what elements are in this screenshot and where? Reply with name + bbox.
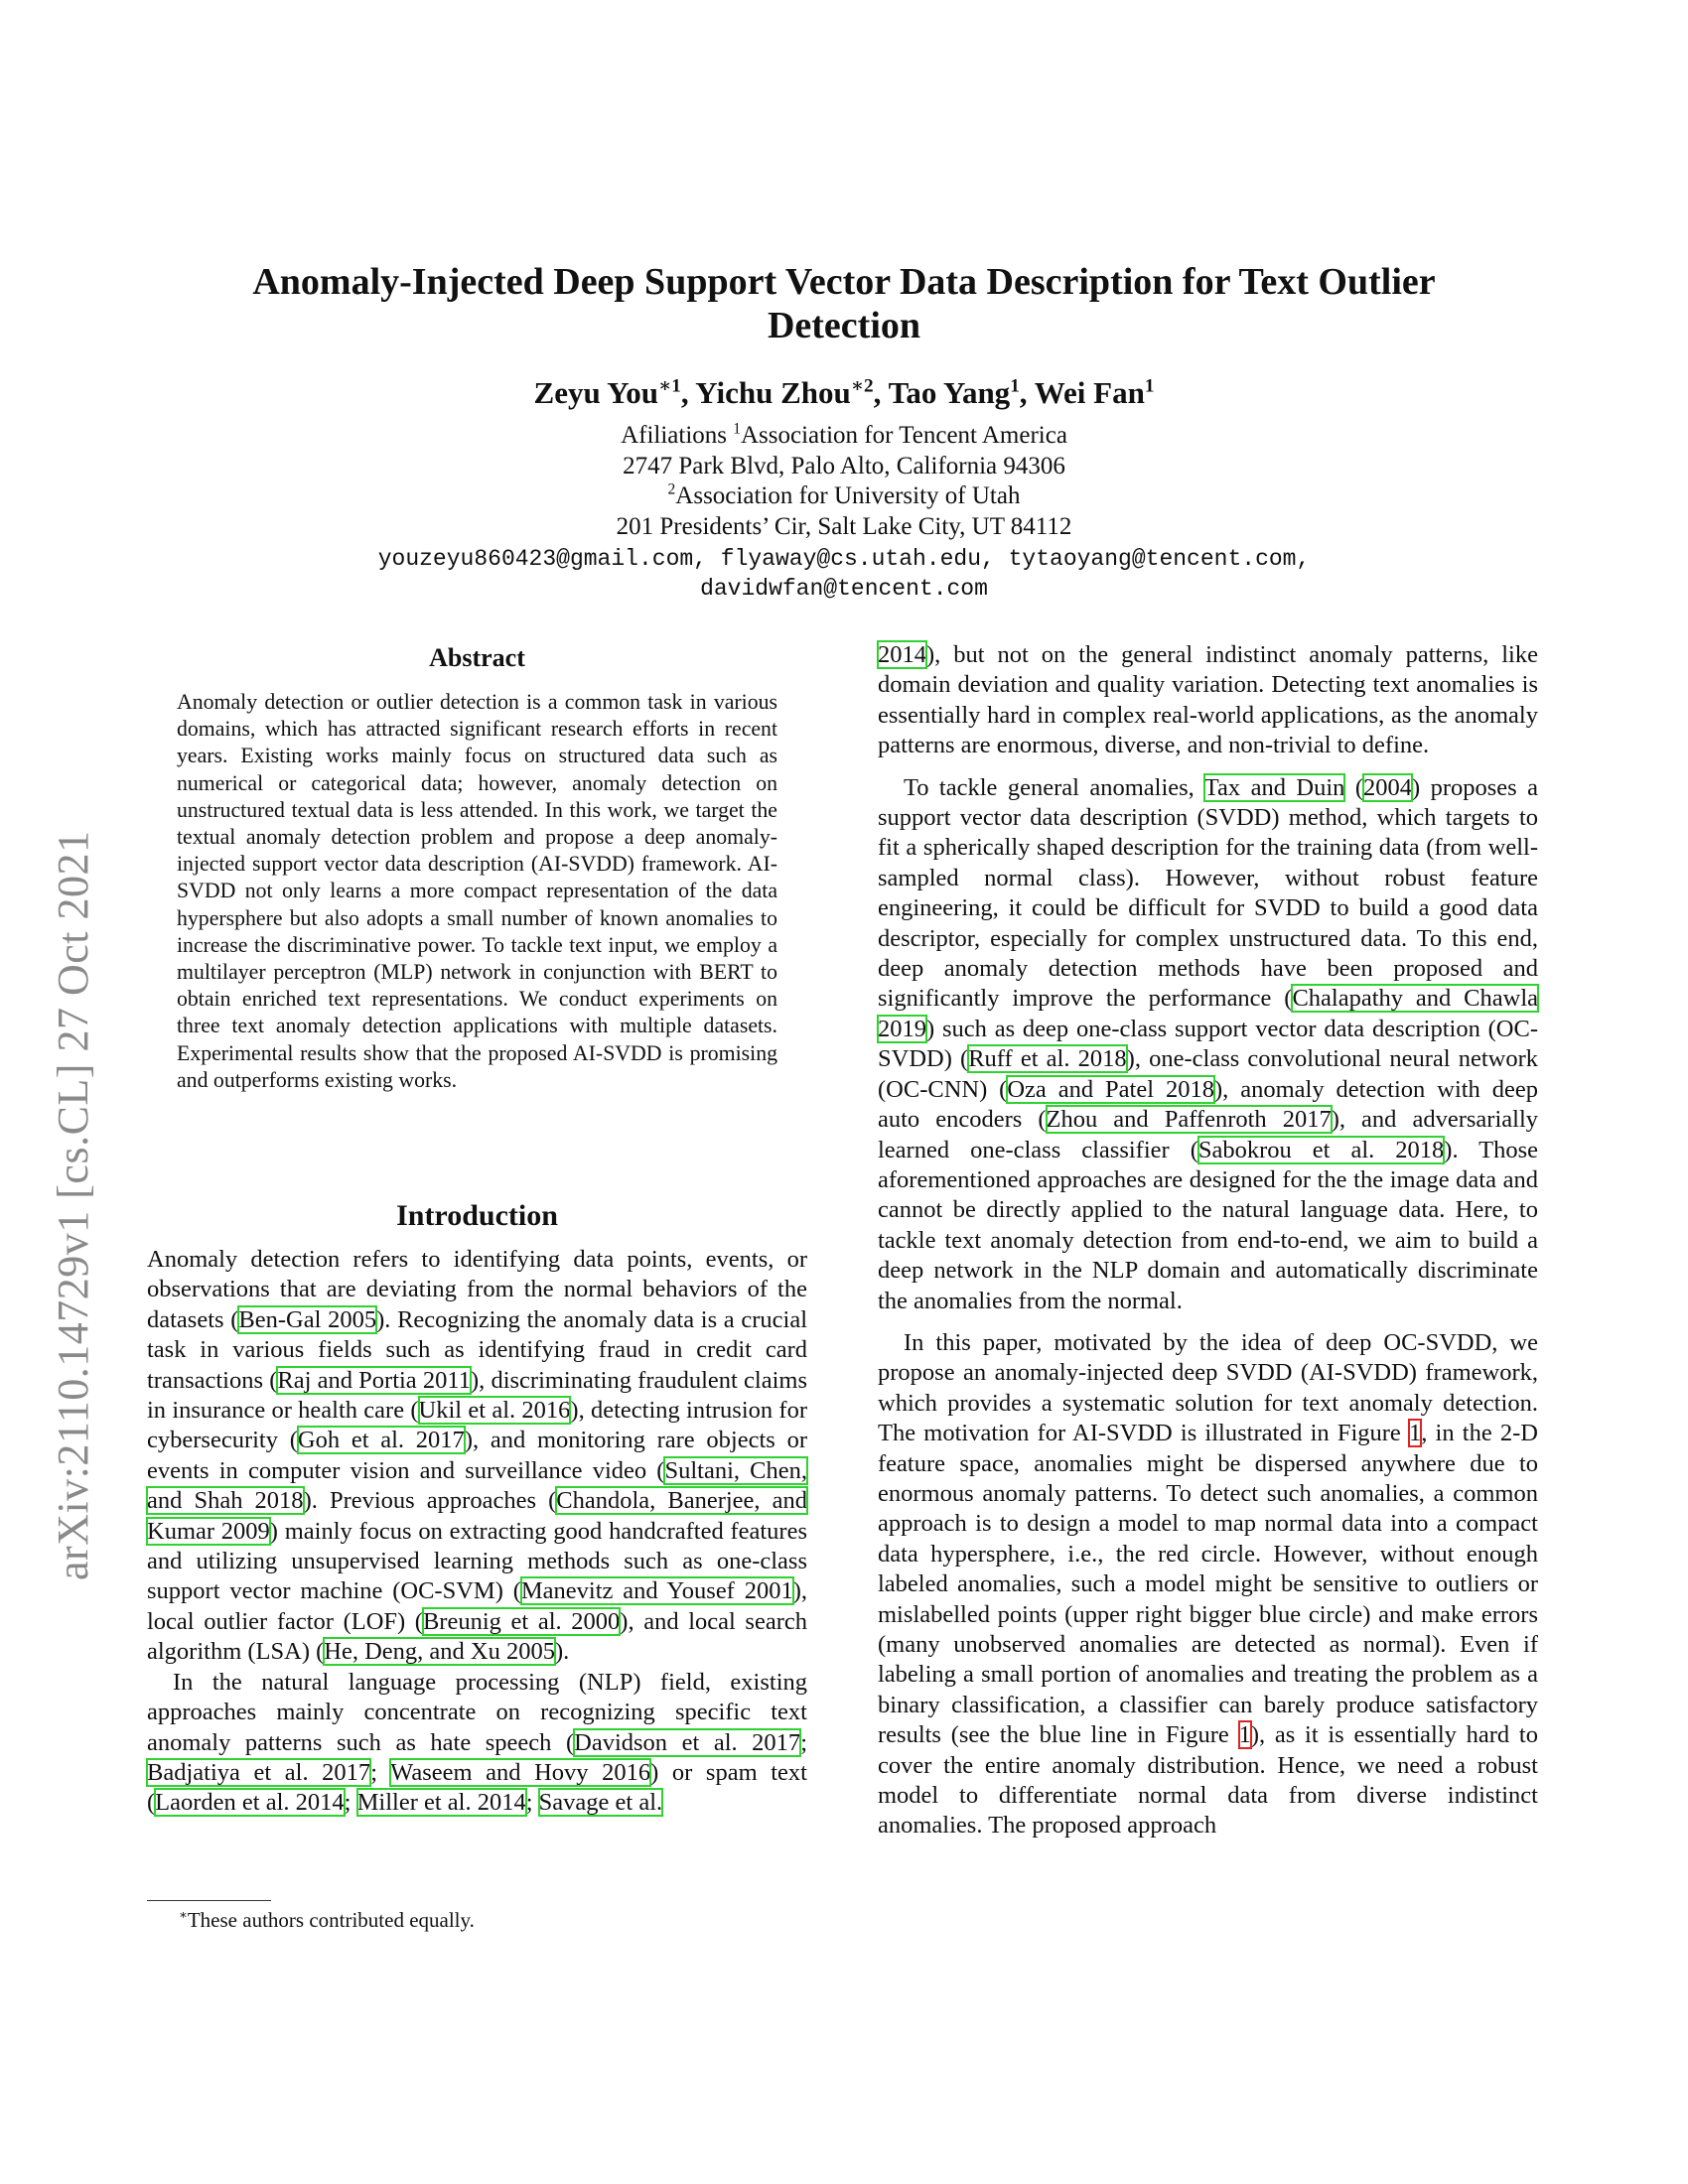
citation-raj-portia[interactable]: Raj and Portia 2011	[277, 1366, 471, 1394]
author-3: Tao Yang	[888, 375, 1011, 410]
intro-paragraph-2	[147, 1668, 807, 1819]
author-1: Zeyu You	[533, 375, 658, 410]
citation-oza-patel[interactable]: Oza and Patel 2018	[1007, 1075, 1214, 1103]
footnote-text: These authors contributed equally.	[187, 1908, 475, 1932]
right-column-text	[878, 640, 1538, 1842]
left-column-text	[147, 1245, 807, 1819]
citation-waseem[interactable]: Waseem and Hovy 2016	[390, 1758, 651, 1786]
text-run: ), one-class convolutional neural network (OC-CNN) (	[878, 1045, 1538, 1103]
citation-laorden[interactable]: Laorden et al. 2014	[155, 1789, 345, 1817]
citation-miller[interactable]: Miller et al. 2014	[356, 1789, 526, 1817]
affil-line-2: 2747 Park Blvd, Palo Alto, California 94306	[623, 452, 1065, 479]
text-run: ) proposes a support vector data description (SVDD) method, which targets to fit a spherically shaped description for the training data (from well-sampled normal class). However, without robust feature engineering, it could be difficult for SVDD to build a good data descriptor, especially for complex unstructured data. To this end, deep anomaly detection methods have been proposed and significantly improve the performance (	[878, 773, 1538, 1013]
citation-chalapathy[interactable]: Chalapathy and Chawla 2019	[878, 985, 1538, 1042]
abstract-body: Anomaly detection or outlier detection is a common task in various domains, which has attracted significant research efforts in recent years. Existing works mainly focus on structured data such as numerical or categorical data; however, anomaly detection on unstructured textual data is less attended. In this work, we target the textual anomaly detection problem and propose a deep anomaly-injected support vector data description (AI-SVDD) framework. AI-SVDD not only learns a more compact representation of the data hypersphere but also adopts a small number of known anomalies to increase the discriminative power. To tackle text input, we employ a multilayer perceptron (MLP) network in conjunction with BERT to obtain enriched text representations. We conduct experiments on three text anomaly detection applications with multiple datasets. Experimental results show that the proposed AI-SVDD is promising and outperforms existing works.	[177, 690, 777, 1092]
text-run: In this paper, motivated by the idea of deep OC-SVDD, we propose an anomaly-injected deep SVDD (AI-SVDD) framework, which provides a systematic solution for text anomaly detection. The motivation for AI-SVDD is illustrated in Figure	[878, 1328, 1538, 1447]
affil-mark-1: 1	[733, 420, 741, 438]
title-line-1: Anomaly-Injected Deep Support Vector Data Description for Text Outlier	[252, 261, 1436, 303]
affil-line-4: 201 Presidents’ Cir, Salt Lake City, UT 84112	[616, 512, 1072, 540]
citation-manevitz[interactable]: Manevitz and Yousef 2001	[520, 1577, 793, 1605]
citation-tax-duin-year[interactable]: 2004	[1363, 773, 1412, 801]
text-run: ;	[344, 1789, 357, 1817]
text-run: Anomaly detection refers to identifying data points, events, or observations that are deviating from the normal behaviors of the datasets (	[147, 1246, 807, 1333]
author-4-mark: 1	[1144, 375, 1155, 397]
text-run: ). Those aforementioned approaches are designed for the the image data and cannot be directly applied to the natural language data. Here, to tackle text anomaly detection from end-to-end, we aim to build a deep network in the NLP domain and automatically discriminate the anomalies from the normal.	[878, 1136, 1539, 1314]
affil-line-3: Association for University of Utah	[675, 482, 1021, 509]
text-run: ;	[525, 1789, 539, 1817]
author-2-mark: ∗2	[850, 375, 874, 397]
citation-davidson[interactable]: Davidson et al. 2017	[574, 1728, 801, 1756]
footnote-rule	[147, 1900, 271, 1901]
figure-ref-1[interactable]: 1	[1408, 1420, 1422, 1447]
citation-ukil[interactable]: Ukil et al. 2016	[418, 1397, 571, 1425]
text-run: (	[1344, 773, 1363, 801]
title-line-2: Detection	[767, 305, 921, 346]
text-run: ) such as deep one-class support vector data description (OC-SVDD) (	[878, 1015, 1538, 1073]
text-run: ) or spam text (	[147, 1758, 807, 1817]
footnote	[179, 1908, 475, 1933]
citation-tax-duin[interactable]: Tax and Duin	[1203, 773, 1345, 801]
author-emails	[199, 544, 1489, 604]
text-run: ;	[370, 1758, 391, 1786]
affil-prefix: Afiliations	[621, 422, 734, 449]
figure-ref-1-second[interactable]: 1	[1238, 1721, 1251, 1749]
citation-badjatiya[interactable]: Badjatiya et al. 2017	[147, 1758, 371, 1786]
intro-paragraph-3	[878, 773, 1538, 1316]
affiliations	[199, 421, 1489, 542]
text-run: ). Recognizing the anomaly data is a crucial task in various fields such as identifying fraud in credit card transactions (	[147, 1305, 808, 1394]
author-3-mark: 1	[1010, 375, 1020, 397]
emails-line-1: youzeyu860423@gmail.com, flyaway@cs.utah.edu, tytaoyang@tencent.com,	[377, 546, 1311, 572]
text-run: ) mainly focus on extracting good handcrafted features and utilizing unsupervised learning methods such as one-class support vector machine (OC-SVM) (	[147, 1517, 807, 1605]
citation-savage-year[interactable]: 2014	[878, 641, 926, 668]
author-list: Zeyu You$^{∗1}$, Yichu Zhou$^{∗2}$, Tao Yang$^1$, Wei Fan$^1$	[533, 375, 1155, 410]
text-run: ), anomaly detection with deep auto encoders (	[878, 1075, 1538, 1134]
text-run: ). Previous approaches (	[303, 1487, 557, 1515]
footnote-mark: ∗	[179, 1907, 188, 1922]
text-run: In the natural language processing (NLP) field, existing approaches mainly concentrate on recognizing specific text anomaly patterns such as hate speech (	[147, 1668, 807, 1756]
affil-mark-2: 2	[667, 480, 676, 498]
citation-savage[interactable]: Savage et al.	[538, 1789, 663, 1817]
intro-paragraph-1	[147, 1245, 807, 1668]
citation-ben-gal[interactable]: Ben-Gal 2005	[238, 1305, 377, 1333]
arxiv-identifier: arXiv:2110.14729v1 [cs.CL] 27 Oct 2021	[49, 830, 97, 1580]
text-run: , in the 2-D feature space, anomalies might be dispersed anywhere due to enormous anomaly patterns. To detect such anomalies, a common approach is to design a model to map normal data into a compact data hypersphere, i.e., the red circle. However, without enough labeled anomalies, such a model might be sensitive to outliers or mislabelled points (upper right bigger blue circle) and make errors (many unobserved anomalies are detected as normal). Even if labeling a small portion of anomalies and treating the problem as a binary classification, a classifier can barely produce satisfactory results (see the blue line in Figure	[878, 1420, 1538, 1749]
author-4: Wei Fan	[1034, 375, 1145, 410]
paper-title	[199, 260, 1489, 347]
intro-paragraph-2-cont	[878, 640, 1538, 761]
text-run: ), and monitoring rare objects or events in computer vision and surveillance video (	[147, 1427, 807, 1484]
text-run: ), discriminating fraudulent claims in insurance or health care (	[147, 1366, 807, 1425]
citation-he-deng-xu[interactable]: He, Deng, and Xu 2005	[324, 1638, 555, 1666]
citation-ruff[interactable]: Ruff et al. 2018	[968, 1045, 1127, 1073]
text-run: ).	[554, 1638, 570, 1666]
abstract-heading: Abstract	[429, 643, 525, 672]
text-run: ), as it is essentially hard to cover the entire anomaly distribution. Hence, we need a robust model to differentiate normal data from diverse indistinct anomalies. The proposed approach	[878, 1721, 1538, 1840]
introduction-heading: Introduction	[396, 1199, 558, 1232]
citation-goh[interactable]: Goh et al. 2017	[297, 1427, 465, 1454]
text-run: ;	[800, 1728, 807, 1756]
author-1-mark: ∗1	[658, 375, 681, 397]
citation-zhou-paffenroth[interactable]: Zhou and Paffenroth 2017	[1046, 1106, 1332, 1134]
citation-sultani[interactable]: Sultani, Chen, and Shah 2018	[147, 1456, 807, 1515]
text-run: ), and adversarially learned one-class classifier (	[878, 1106, 1538, 1163]
intro-paragraph-4	[878, 1328, 1538, 1842]
citation-chandola[interactable]: Chandola, Banerjee, and Kumar 2009	[147, 1487, 807, 1545]
citation-sabokrou[interactable]: Sabokrou et al. 2018	[1197, 1136, 1445, 1163]
author-2: Yichu Zhou	[695, 375, 851, 410]
citation-breunig[interactable]: Breunig et al. 2000	[422, 1607, 621, 1635]
text-run: To tackle general anomalies,	[904, 773, 1204, 801]
affil-line-1: Association for Tencent America	[741, 422, 1067, 449]
text-run: ), detecting intrusion for cybersecurity (	[147, 1397, 807, 1454]
text-run: ), but not on the general indistinct anomaly patterns, like domain deviation and quality variation. Detecting text anomalies is essentially hard in complex real-world applications, as the anomaly patterns are enormous, diverse, and non-trivial to define.	[878, 641, 1538, 759]
text-run: ), local outlier factor (LOF) (	[147, 1577, 807, 1635]
text-run: ), and local search algorithm (LSA) (	[147, 1607, 808, 1666]
emails-line-2: davidwfan@tencent.com	[700, 576, 988, 602]
